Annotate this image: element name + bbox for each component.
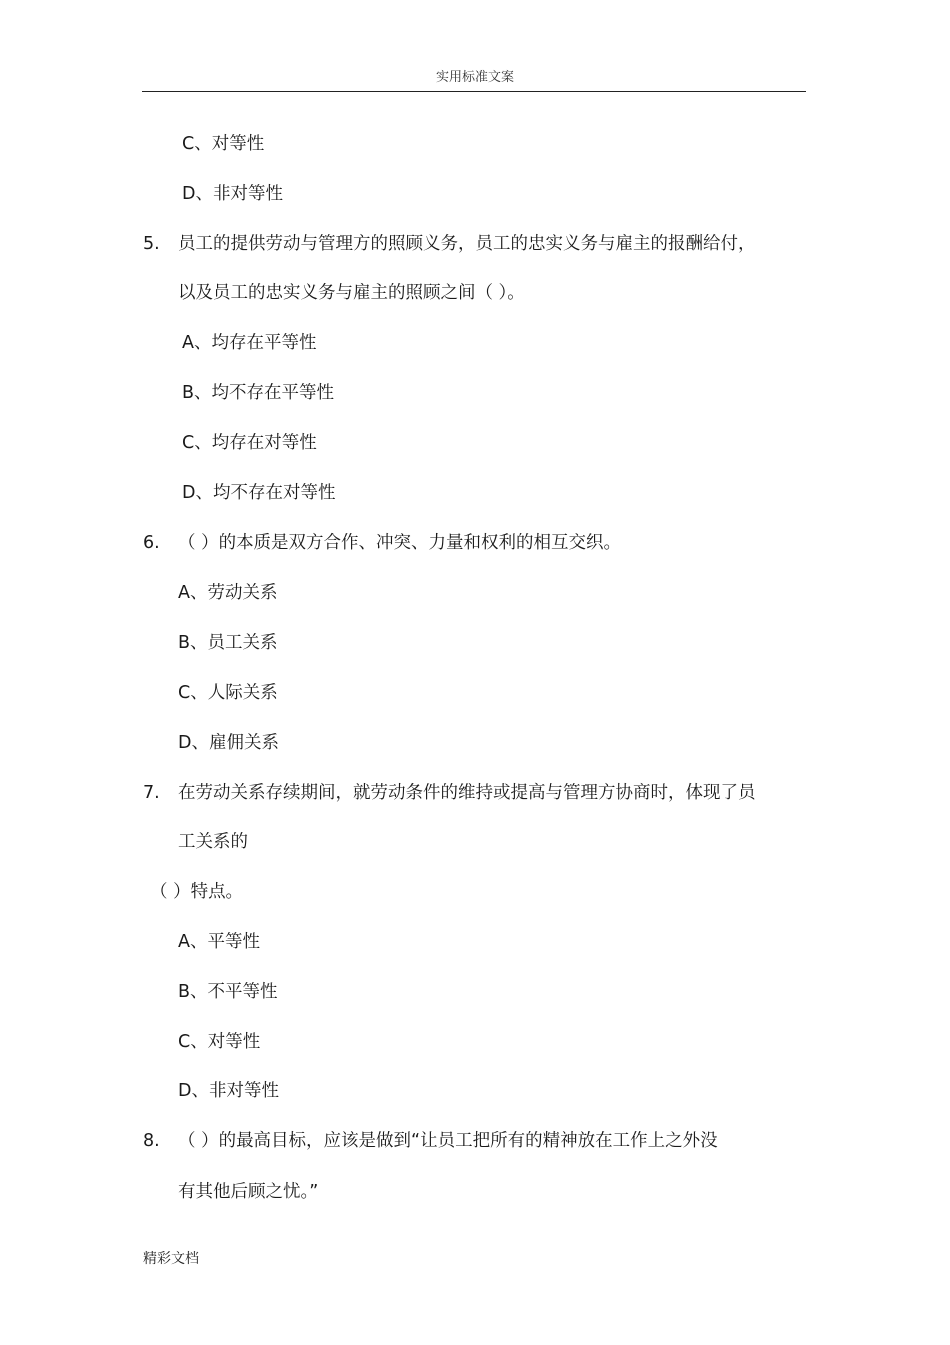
question-6-option-c: C、人际关系 <box>178 683 278 703</box>
option-c-prev: C、对等性 <box>182 134 265 154</box>
question-7-number: 7. <box>143 783 160 803</box>
question-8-text-line2: 有其他后顾之忧。” <box>178 1182 319 1202</box>
question-6-text: （ ）的本质是双方合作、冲突、力量和权利的相互交织。 <box>178 533 622 553</box>
question-7-option-d: D、非对等性 <box>178 1081 279 1101</box>
question-5-number: 5. <box>143 234 160 254</box>
question-5-text-line2: 以及员工的忠实义务与雇主的照顾之间（ ）。 <box>178 283 525 303</box>
question-7-option-c: C、对等性 <box>178 1032 261 1052</box>
header-title: 实用标准文案 <box>435 70 514 85</box>
question-6-option-d: D、雇佣关系 <box>178 733 279 753</box>
question-7-text-line1: 在劳动关系存续期间，就劳动条件的维持或提高与管理方协商时，体现了员 <box>178 783 756 803</box>
question-6-number: 6. <box>143 533 160 553</box>
header-divider <box>142 91 806 92</box>
question-8-number: 8. <box>143 1131 160 1151</box>
question-7-text-line2: 工关系的 <box>178 832 248 852</box>
question-7-text-line3: （ ）特点。 <box>150 882 244 902</box>
question-8-text-line1: （ ）的最高目标，应该是做到“让员工把所有的精神放在工作上之外没 <box>178 1131 718 1151</box>
question-7-option-a: A、平等性 <box>178 932 260 952</box>
option-d-prev: D、非对等性 <box>182 184 283 204</box>
question-5-option-c: C、均存在对等性 <box>182 433 317 453</box>
question-5-option-d: D、均不存在对等性 <box>182 483 336 503</box>
question-5-option-a: A、均存在平等性 <box>182 333 317 353</box>
question-7-option-b: B、不平等性 <box>178 982 278 1002</box>
question-6-option-a: A、劳动关系 <box>178 583 278 603</box>
question-5-text-line1: 员工的提供劳动与管理方的照顾义务，员工的忠实义务与雇主的报酬给付， <box>178 234 756 254</box>
page-footer: 精彩文档 <box>143 1251 199 1267</box>
question-5-option-b: B、均不存在平等性 <box>182 383 335 403</box>
question-6-option-b: B、员工关系 <box>178 633 278 653</box>
